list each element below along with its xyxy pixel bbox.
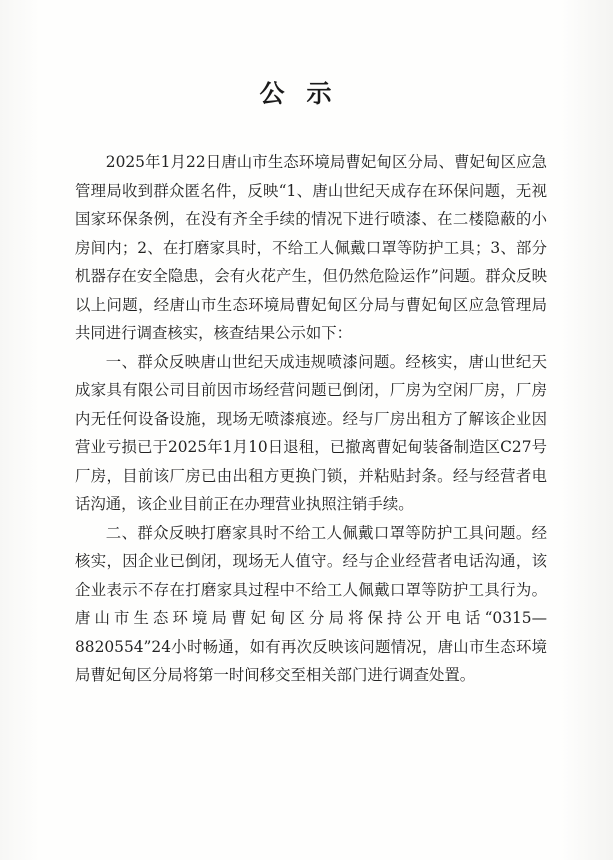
document-title: 公示 — [259, 79, 354, 108]
paragraph-item-two: 二、群众反映打磨家具时不给工人佩戴口罩等防护工具问题。经核实，因企业已倒闭，现场无人值守。经与企业经营者电话沟通，该企业表示不存在打磨家具过程中不给工人佩戴口罩等防护工具行为。唐山市生态环境局曹妃甸区分局将保持公开电话“0315—8820554”24小时畅通，如有再次反映该问题情况，唐山市生态环境局曹妃甸区分局将第一时间移交至相关部门进行调查处置。 — [75, 523, 547, 684]
document-body — [75, 148, 547, 690]
paragraph-item-one: 一、群众反映唐山世纪天成违规喷漆问题。经核实，唐山世纪天成家具有限公司目前因市场经营问题已倒闭，厂房为空闲厂房，厂房内无任何设备设施，现场无喷漆痕迹。经与厂房出租方了解该企业因营业亏损已于2025年1月10日退租，已撤离曹妃甸装备制造区C27号厂房，目前该厂房已由出租方更换门锁，并粘贴封条。经与经营者电话沟通，该企业目前正在办理营业执照注销手续。 — [75, 352, 547, 513]
paragraph-intro: 2025年1月22日唐山市生态环境局曹妃甸区分局、曹妃甸区应急管理局收到群众匿名件，反映“1、唐山世纪天成存在环保问题，无视国家环保条例，在没有齐全手续的情况下进行喷漆、在二楼隐蔽的小房间内；2、在打磨家具时，不给工人佩戴口罩等防护工具；3、部分机器存在安全隐患，会有火花产生，但仍然危险运作”问题。群众反映以上问题，经唐山市生态环境局曹妃甸区分局与曹妃甸区应急管理局共同进行调查核实，核查结果公示如下： — [75, 153, 547, 342]
